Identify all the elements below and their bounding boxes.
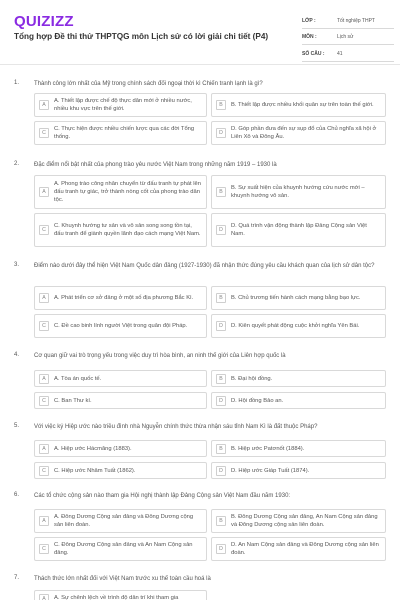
option-letter: D [216, 396, 226, 406]
question-text: Đặc điểm nổi bật nhất của phong trào yêu nước Việt Nam trong những năm 1919 – 1930 là [34, 162, 277, 168]
option-a[interactable] [34, 509, 207, 533]
meta-row-count [302, 47, 394, 62]
question-header [14, 161, 389, 170]
option-letter: D [216, 225, 226, 235]
option-text: A. Sự chênh lệch về trình độ dân trí khi tham gia [54, 595, 179, 600]
option-letter: C [39, 128, 49, 138]
meta-label: LỚP : [302, 17, 316, 24]
option-text: A. Phát triển cơ sở đảng ở một số địa phương Bắc Kì. [54, 295, 194, 301]
option-d[interactable] [211, 314, 386, 338]
option-d[interactable] [211, 537, 386, 561]
option-letter: D [216, 544, 226, 554]
option-letter: A [39, 594, 49, 600]
option-text: A. Phong trào công nhân chuyển từ đấu tranh tự phát lên đấu tranh tự giác, trở thành nòng cốt của phong trào dân tộc. [54, 181, 201, 203]
option-text: B. Hiệp ước Patơnốt (1884). [231, 445, 305, 452]
option-text: A. Thiết lập được chế độ thực dân mới ở nhiều nước, nhiều khu vực trên thế giới. [54, 98, 192, 112]
option-c[interactable] [34, 213, 207, 247]
option-b[interactable] [211, 370, 386, 387]
question-header [14, 492, 389, 501]
option-text: B. Thiết lập được nhiều khối quân sự trên toàn thế giới. [231, 102, 374, 108]
option-b[interactable] [211, 175, 386, 209]
question-number: 3. [14, 262, 20, 268]
option-text: D. An Nam Cộng sản đảng và Đông Dương cộng sản liên đoàn. [231, 542, 379, 556]
question-text: Với việc ký Hiệp ước nào triều đình nhà Nguyễn chính thức thừa nhận sáu tỉnh Nam Kì là đất thuộc Pháp? [34, 424, 318, 430]
option-text: B. Sự xuất hiện của khuynh hướng cứu nước mới – khuynh hướng vô sản. [231, 185, 365, 199]
meta-row-subject [302, 31, 394, 46]
option-letter: B [216, 516, 226, 526]
option-letter: C [39, 225, 49, 235]
option-letter: A [39, 100, 49, 110]
option-letter: B [216, 374, 226, 384]
header-divider [0, 64, 400, 65]
question-text: Điểm nào dưới đây thể hiện Việt Nam Quốc dân đảng (1927-1930) đã nhận thức đúng yêu cầu khách quan của lịch sử dân tộc? [34, 263, 375, 269]
meta-row-class [302, 14, 394, 29]
option-letter: A [39, 293, 49, 303]
option-text: C. Khuynh hướng tư sản và vô sản song song tồn tại, đấu tranh để giành quyền lãnh đạo cách mạng Việt Nam. [54, 223, 201, 237]
question-number: 5. [14, 423, 20, 429]
option-a[interactable] [34, 93, 207, 117]
option-d[interactable] [211, 462, 386, 479]
option-text: D. Quá trình vận động thành lập Đảng Cộng sản Việt Nam. [231, 223, 367, 237]
option-c[interactable] [34, 537, 207, 561]
option-letter: C [39, 396, 49, 406]
option-letter: A [39, 187, 49, 197]
option-text: D. Hiệp ước Giáp Tuất (1874). [231, 467, 310, 474]
question-header [14, 423, 389, 432]
meta-value: Tốt nghiệp THPT [337, 17, 375, 24]
option-text: C. Đông Dương Cộng sản đảng và An Nam Cộng sản đảng. [54, 542, 193, 556]
option-text: B. Đông Dương Cộng sản đảng, An Nam Cộng sản đảng và Đông Dương cộng sản liên đoàn. [231, 514, 378, 528]
question-text: Thách thức lớn nhất đối với Việt Nam trước xu thế toàn cầu hoá là [34, 576, 211, 582]
option-letter: D [216, 128, 226, 138]
option-letter: D [216, 321, 226, 331]
option-letter: B [216, 100, 226, 110]
option-letter: B [216, 444, 226, 454]
option-text: B. Chủ trương tiến hành cách mạng bằng bạo lực. [231, 295, 361, 301]
option-text: D. Kiên quyết phát động cuộc khởi nghĩa Yên Bái. [231, 323, 360, 329]
option-d[interactable] [211, 392, 386, 409]
option-text: C. Hiệp ước Nhâm Tuất (1862). [54, 467, 136, 474]
question-number: 6. [14, 492, 20, 498]
option-text: B. Đại hội đồng. [231, 375, 273, 382]
option-a[interactable] [34, 590, 207, 600]
question-number: 7. [14, 575, 20, 581]
worksheet-title: Tổng hợp Đề thi thử THPTQG môn Lịch sử có lời giải chi tiết (P4) [14, 32, 269, 41]
option-text: A. Hiệp ước Hácmăng (1883). [54, 445, 132, 452]
option-letter: B [216, 187, 226, 197]
option-a[interactable] [34, 286, 207, 310]
option-c[interactable] [34, 314, 207, 338]
option-letter: A [39, 516, 49, 526]
option-letter: D [216, 466, 226, 476]
question-number: 1. [14, 80, 20, 86]
worksheet-header [0, 0, 400, 65]
question-number: 4. [14, 352, 20, 358]
question-number: 2. [14, 161, 20, 167]
option-text: D. Hội đồng Bảo an. [231, 397, 284, 404]
meta-value: 41 [337, 50, 343, 57]
question-header [14, 352, 389, 361]
meta-label: SỐ CÂU : [302, 50, 325, 57]
question-text: Cơ quan giữ vai trò trọng yếu trong việc duy trì hòa bình, an ninh thế giới của Liên hợp quốc là [34, 353, 286, 359]
option-d[interactable] [211, 121, 386, 145]
meta-value: Lịch sử [337, 34, 354, 41]
question-header [14, 575, 389, 584]
option-c[interactable] [34, 392, 207, 409]
meta-label: MÔN : [302, 34, 317, 41]
option-b[interactable] [211, 509, 386, 533]
option-letter: B [216, 293, 226, 303]
option-a[interactable] [34, 370, 207, 387]
worksheet-meta [302, 14, 394, 64]
option-a[interactable] [34, 440, 207, 457]
option-letter: A [39, 444, 49, 454]
option-b[interactable] [211, 93, 386, 117]
option-text: C. Đề cao binh lính người Việt trong quân đội Pháp. [54, 323, 188, 329]
option-text: C. Ban Thư kí. [54, 397, 92, 404]
question-header [14, 262, 389, 271]
option-c[interactable] [34, 121, 207, 145]
option-letter: C [39, 321, 49, 331]
option-b[interactable] [211, 440, 386, 457]
option-letter: C [39, 466, 49, 476]
option-d[interactable] [211, 213, 386, 247]
quizizz-logo: QUIZIZZ [14, 13, 74, 30]
option-text: A. Tòa án quốc tế. [54, 375, 102, 382]
question-header [14, 80, 389, 89]
option-letter: A [39, 374, 49, 384]
option-b[interactable] [211, 286, 386, 310]
option-text: C. Thực hiện được nhiều chiến lược qua các đời Tổng thống. [54, 126, 195, 140]
option-a[interactable] [34, 175, 207, 209]
option-letter: C [39, 544, 49, 554]
option-text: A. Đông Dương Cộng sản đảng và Đông Dương cộng sản liên đoàn. [54, 514, 194, 528]
question-text: Thành công lớn nhất của Mỹ trong chính sách đối ngoại thời kì Chiến tranh lạnh là gì? [34, 81, 263, 87]
option-c[interactable] [34, 462, 207, 479]
question-text: Các tổ chức cộng sản nào tham gia Hội nghị thành lập Đảng Cộng sản Việt Nam đầu năm 1930: [34, 493, 291, 499]
option-text: D. Góp phần đưa đến sự sụp đổ của Chủ nghĩa xã hội ở Liên Xô và Đông Âu. [231, 126, 377, 140]
